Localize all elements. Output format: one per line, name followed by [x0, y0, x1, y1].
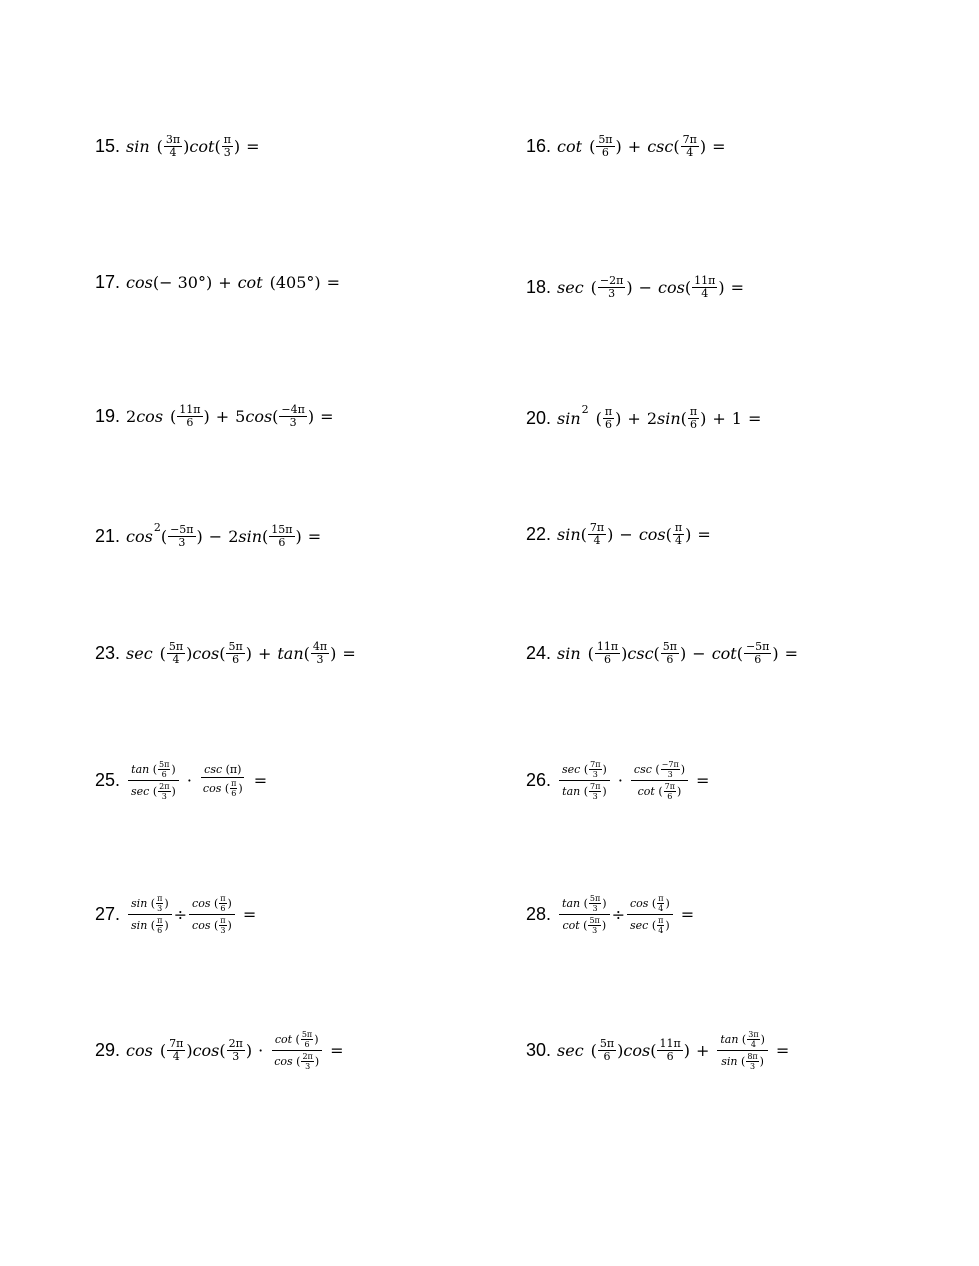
expression: sec ( $\frac{-2\pi}{3}$ ) − cos ( $\frac{11\pi}{4}$ ) =	[557, 273, 744, 300]
problem-number: 16.	[526, 135, 552, 156]
problem-number: 21.	[95, 525, 121, 546]
fraction: $\frac{-5\pi}{3}$	[170, 522, 194, 549]
fraction: $\frac{\pi}{3}$	[223, 132, 231, 159]
expression: cot ( $\frac{5\pi}{6}$ ) + csc ( $\frac{7\pi}{4}$ ) =	[557, 132, 726, 159]
fraction: $\frac{11\pi}{6}$	[179, 402, 201, 429]
compound-fraction: tan ( 5π 6 ) sec ( 2π 3 )	[128, 760, 179, 801]
fraction: $\frac{-2\pi}{3}$	[599, 273, 624, 300]
fraction: $\frac{5\pi}{6}$	[599, 1036, 615, 1063]
fraction: $\frac{11\pi}{6}$	[659, 1036, 681, 1063]
problem-27	[95, 884, 262, 944]
problem-16	[526, 116, 731, 176]
fraction: $\frac{7\pi}{4}$	[169, 1036, 184, 1063]
fraction: $\frac{5\pi}{4}$	[168, 639, 184, 666]
problem-number: 28.	[526, 903, 552, 924]
problem-15	[95, 116, 266, 176]
problem-21	[95, 506, 327, 566]
fraction: $\frac{7\pi}{4}$	[589, 520, 605, 547]
compound-fraction: sin ( π 3 ) sin ( π 6 )	[128, 894, 172, 935]
fraction: $\frac{4\pi}{3}$	[312, 639, 328, 666]
fraction: $\frac{11\pi}{4}$	[694, 273, 716, 300]
problem-number: 24.	[526, 642, 552, 663]
fraction: $\frac{\pi}{6}$	[689, 404, 698, 431]
problem-18	[526, 257, 750, 317]
problem-19	[95, 386, 340, 446]
problem-number: 25.	[95, 769, 121, 790]
problem-25	[95, 750, 273, 810]
expression: sec ( 7π 3 ) tan ( 7π 3 ) · csc ( −7π 3 ) cot ( 7π 6 ) =	[557, 760, 715, 801]
fraction: $\frac{\pi}{6}$	[604, 404, 613, 431]
fraction: $\frac{-4\pi}{3}$	[281, 402, 305, 429]
fraction: $\frac{\pi}{4}$	[674, 520, 683, 547]
compound-fraction: cos ( π 4 ) sec ( π 4 )	[627, 894, 673, 935]
expression: sec ( $\frac{5\pi}{4}$ ) cos ( $\frac{5\pi}{6}$ ) + tan ( $\frac{4\pi}{3}$ ) =	[126, 639, 356, 666]
problem-number: 29.	[95, 1039, 121, 1060]
problem-number: 17.	[95, 271, 121, 292]
compound-fraction: csc (π) cos ( π 6 )	[202, 762, 243, 798]
fraction: $\frac{3\pi}{4}$	[165, 132, 181, 159]
compound-fraction: tan ( 3π 4 ) sin ( 8π 3 )	[717, 1030, 768, 1071]
expression: sin 2 ( $\frac{\pi}{6}$ ) + 2 sin ( $\frac{\pi}{6}$ ) + 1 =	[557, 402, 762, 431]
fraction: $\frac{15\pi}{6}$	[271, 522, 293, 549]
problem-23	[95, 623, 362, 683]
expression: 2 cos ( $\frac{11\pi}{6}$ ) + 5 cos ( $\frac{-4\pi}{3}$ ) =	[126, 402, 334, 429]
expression: cos (− 30°) + cot (405°) =	[126, 272, 341, 292]
problem-20	[526, 388, 767, 448]
problem-number: 26.	[526, 769, 552, 790]
expression: sin ( $\frac{3\pi}{4}$ ) cot ( $\frac{\pi}{3}$ ) =	[126, 132, 260, 159]
problem-30	[526, 1020, 795, 1080]
fraction: $\frac{11\pi}{6}$	[596, 639, 619, 666]
problem-22	[526, 504, 717, 564]
expression: cos 2 ( $\frac{-5\pi}{3}$ ) − 2 sin ( $\frac{15\pi}{6}$ ) =	[126, 520, 322, 549]
compound-fraction: sec ( 7π 3 ) tan ( 7π 3 )	[559, 760, 610, 801]
compound-fraction: tan ( 5π 3 ) cot ( 5π 3 )	[559, 894, 610, 935]
problem-number: 20.	[526, 407, 552, 428]
problem-26	[526, 750, 715, 810]
fraction: $\frac{2\pi}{3}$	[228, 1036, 243, 1063]
compound-fraction: csc ( −7π 3 ) cot ( 7π 6 )	[631, 760, 688, 801]
problem-number: 22.	[526, 523, 552, 544]
problem-number: 23.	[95, 642, 121, 663]
problem-29	[95, 1020, 350, 1080]
expression: sin ( $\frac{7\pi}{4}$ ) − cos ( $\frac{\pi}{4}$ ) =	[557, 520, 711, 547]
fraction: $\frac{5\pi}{6}$	[228, 639, 243, 666]
expression: tan ( 5π 6 ) sec ( 2π 3 ) · csc (π) cos ( π 6 ) =	[126, 760, 273, 801]
fraction: $\frac{-5\pi}{6}$	[745, 639, 770, 666]
problem-28	[526, 884, 700, 944]
expression: sec ( $\frac{5\pi}{6}$ ) cos ( $\frac{11\pi}{6}$ ) + tan ( 3π 4 ) sin ( 8π 3 ) =	[557, 1029, 790, 1071]
fraction: $\frac{7\pi}{4}$	[682, 132, 697, 159]
compound-fraction: cot ( 5π 6 ) cos ( 2π 3 )	[271, 1030, 322, 1071]
expression: tan ( 5π 3 ) cot ( 5π 3 ) ÷ cos ( π 4 ) sec ( π 4 ) =	[557, 894, 700, 935]
fraction: $\frac{5\pi}{6}$	[662, 639, 678, 666]
compound-fraction: cos ( π 6 ) cos ( π 3 )	[189, 894, 235, 935]
fraction: $\frac{5\pi}{6}$	[598, 132, 613, 159]
problem-number: 27.	[95, 903, 121, 924]
expression: cos ( $\frac{7\pi}{4}$ ) cos ( $\frac{2\pi}{3}$ ) · cot ( 5π 6 ) cos ( 2π 3 ) =	[126, 1029, 344, 1071]
problem-24	[526, 623, 804, 683]
expression: sin ( π 3 ) sin ( π 6 ) ÷ cos ( π 6 ) cos ( π 3 ) =	[126, 894, 262, 935]
problem-17	[95, 252, 346, 312]
problem-number: 19.	[95, 405, 121, 426]
problem-number: 30.	[526, 1039, 552, 1060]
problem-number: 18.	[526, 276, 552, 297]
expression: sin ( $\frac{11\pi}{6}$ ) csc ( $\frac{5\pi}{6}$ ) − cot ( $\frac{-5\pi}{6}$ ) =	[557, 639, 799, 666]
problem-number: 15.	[95, 135, 121, 156]
